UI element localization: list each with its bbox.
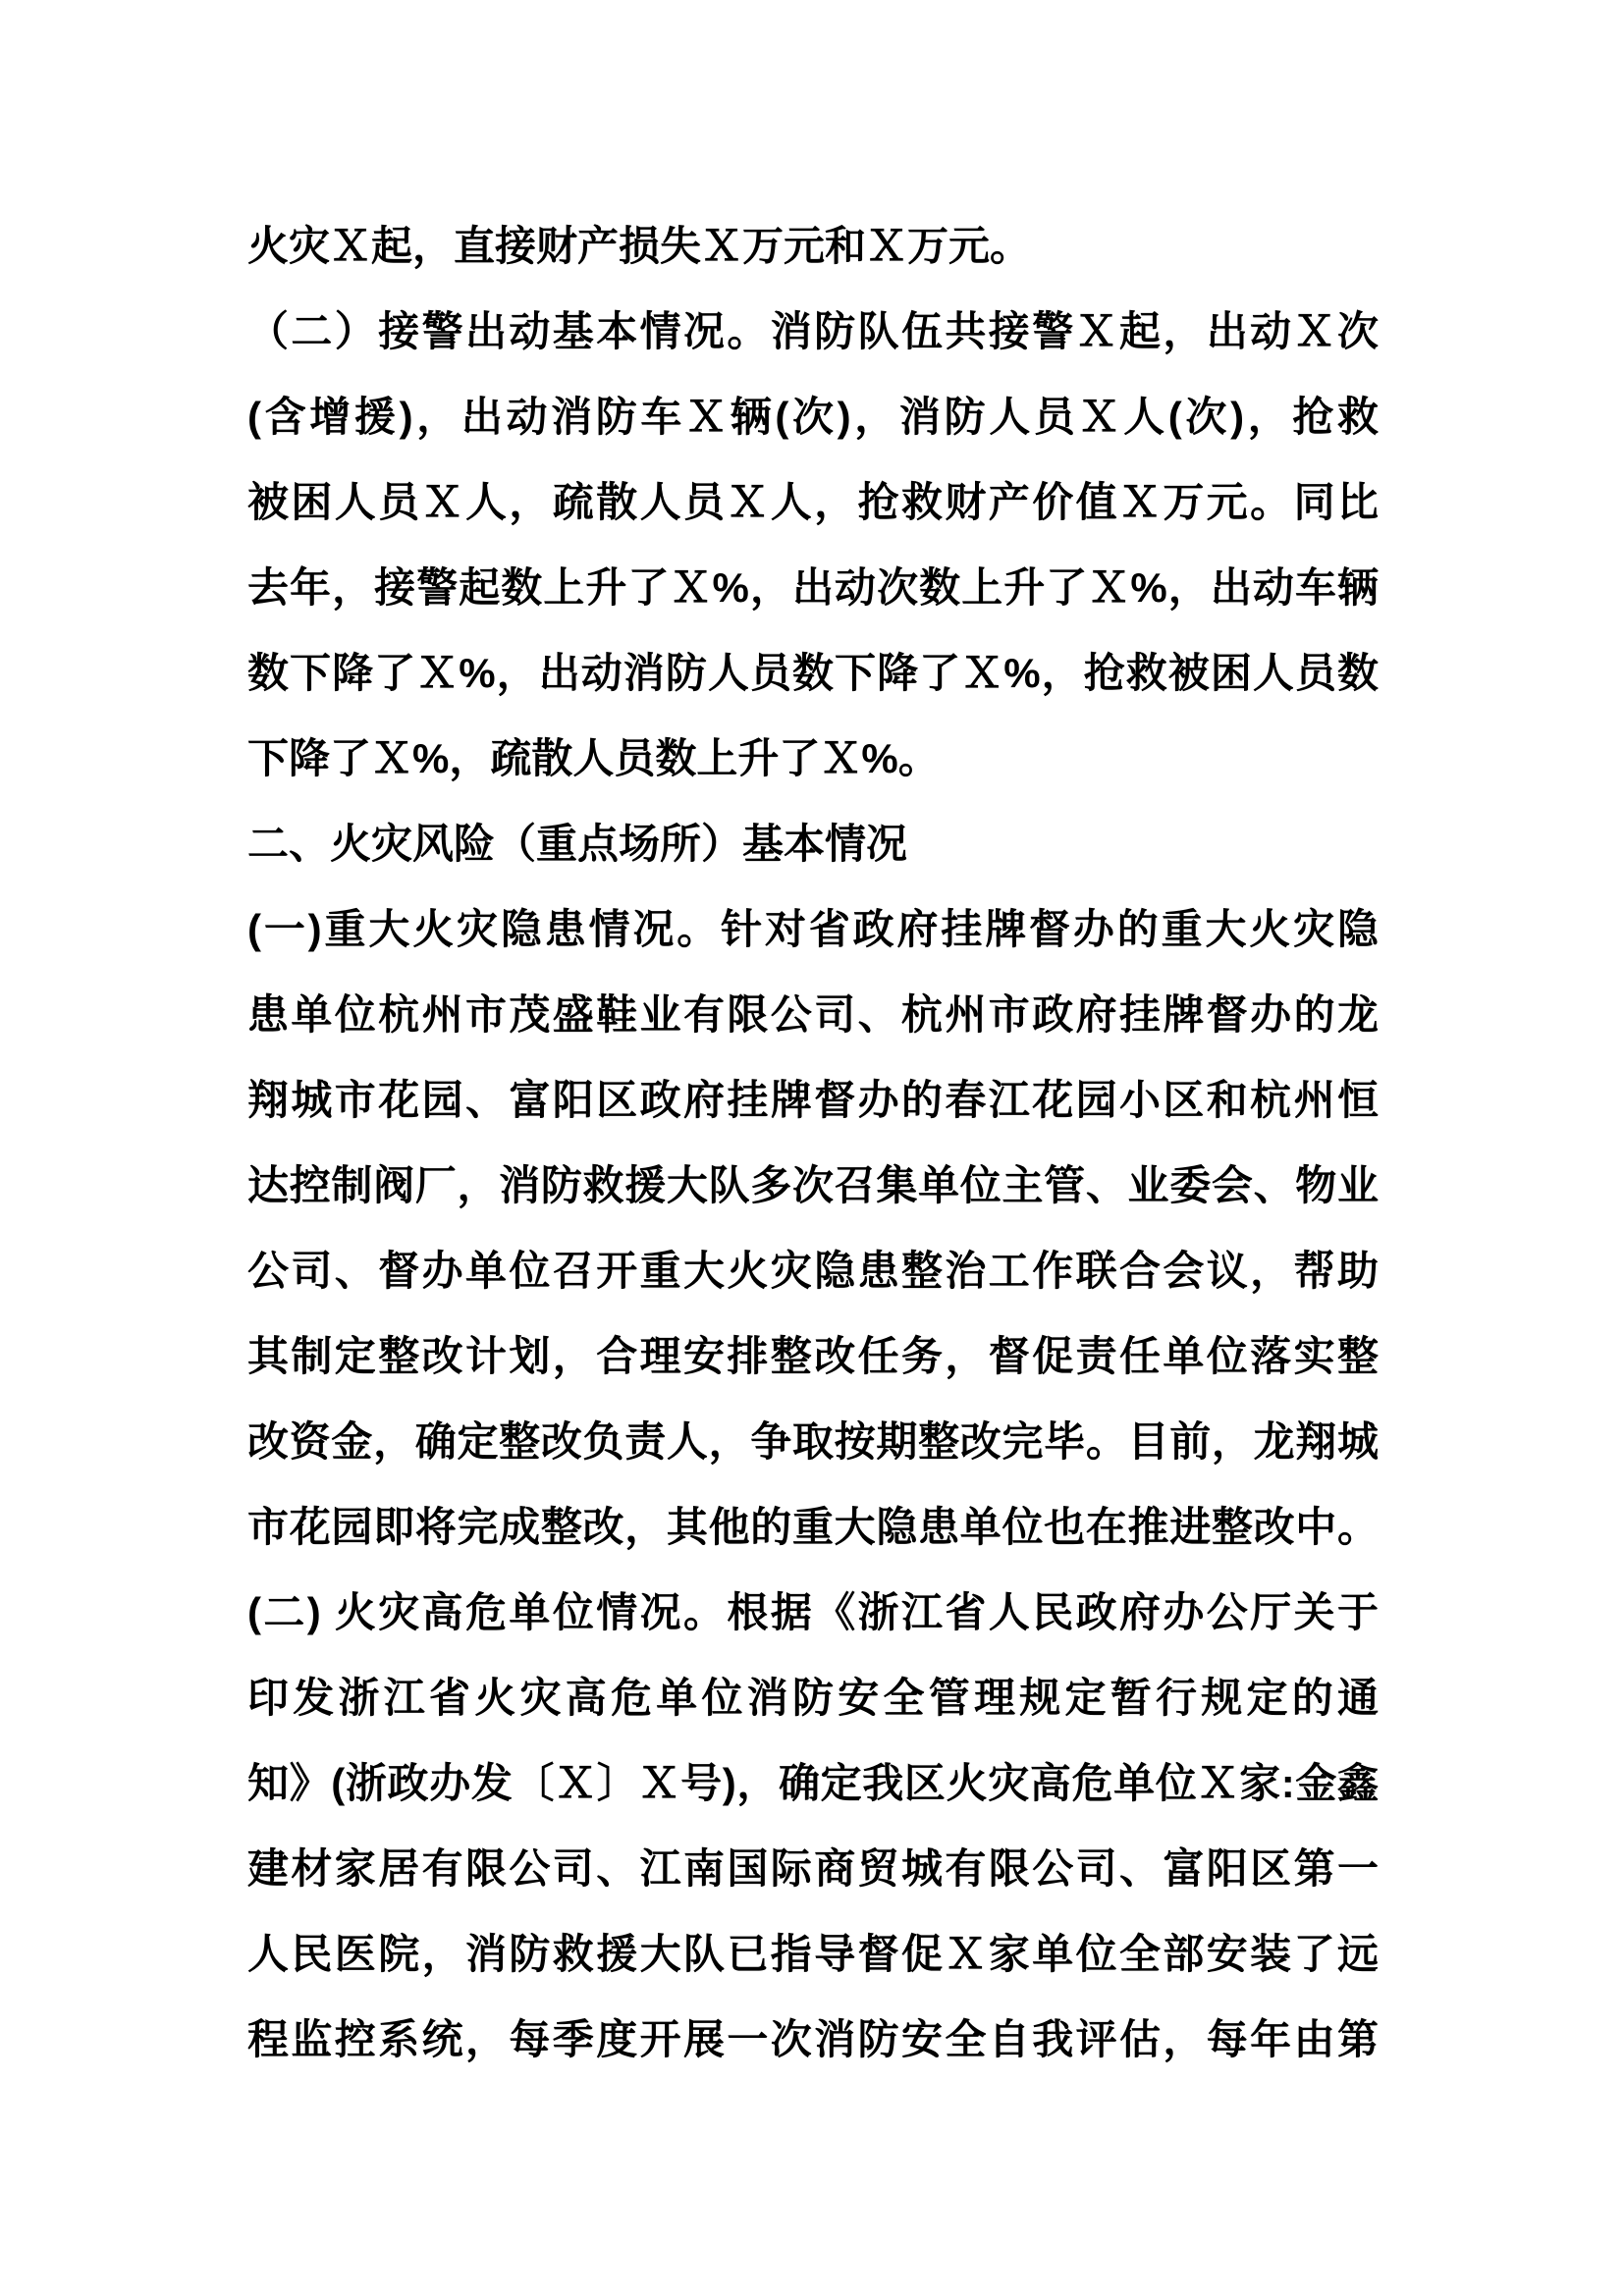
- text-line: 数下降了Ｘ%，出动消防人员数下降了Ｘ%，抢救被困人员数: [247, 650, 1379, 696]
- text-line: 市花园即将完成整改，其他的重大隐患单位也在推进整改中。: [247, 1504, 1379, 1550]
- text-line: 火灾Ｘ起，直接财产损失Ｘ万元和Ｘ万元。: [247, 223, 1032, 269]
- text-line: (二) 火灾高危单位情况。根据《浙江省人民政府办公厅关于: [247, 1589, 1379, 1635]
- text-line: 印发浙江省火灾高危单位消防安全管理规定暂行规定的通: [247, 1675, 1379, 1721]
- text-line: 建材家居有限公司、江南国际商贸城有限公司、富阳区第一: [247, 1845, 1379, 1892]
- document-page: [247, 203, 1379, 2082]
- text-line: (含增援)，出动消防车Ｘ辆(次)，消防人员Ｘ人(次)，抢救: [247, 394, 1379, 440]
- text-line: 人民医院，消防救援大队已指导督促Ｘ家单位全部安装了远: [247, 1931, 1379, 1977]
- text-line: 程监控系统，每季度开展一次消防安全自我评估，每年由第: [247, 2016, 1379, 2062]
- text-line: 改资金，确定整改负责人，争取按期整改完毕。目前，龙翔城: [247, 1418, 1379, 1465]
- text-line: 其制定整改计划，合理安排整改任务，督促责任单位落实整: [247, 1333, 1379, 1379]
- text-line: （二）接警出动基本情况。消防队伍共接警Ｘ起，出动Ｘ次: [247, 308, 1379, 354]
- text-line: 翔城市花园、富阳区政府挂牌督办的春江花园小区和杭州恒: [247, 1077, 1379, 1123]
- text-line: 去年，接警起数上升了Ｘ%，出动次数上升了Ｘ%，出动车辆: [247, 564, 1379, 611]
- text-line: 患单位杭州市茂盛鞋业有限公司、杭州市政府挂牌督办的龙: [247, 991, 1379, 1038]
- text-line: 知》(浙政办发〔Ｘ〕Ｘ号)，确定我区火灾高危单位Ｘ家:金鑫: [247, 1760, 1379, 1806]
- text-line: 下降了Ｘ%，疏散人员数上升了Ｘ%。: [247, 735, 940, 781]
- text-line: 达控制阀厂，消防救援大队多次召集单位主管、业委会、物业: [247, 1162, 1379, 1208]
- section-heading: 二、火灾风险（重点场所）基本情况: [247, 821, 908, 867]
- text-line: (一)重大火灾隐患情况。针对省政府挂牌督办的重大火灾隐: [247, 906, 1379, 952]
- text-line: 被困人员Ｘ人，疏散人员Ｘ人，抢救财产价值Ｘ万元。同比: [247, 479, 1379, 525]
- text-line: 公司、督办单位召开重大火灾隐患整治工作联合会议，帮助: [247, 1248, 1379, 1294]
